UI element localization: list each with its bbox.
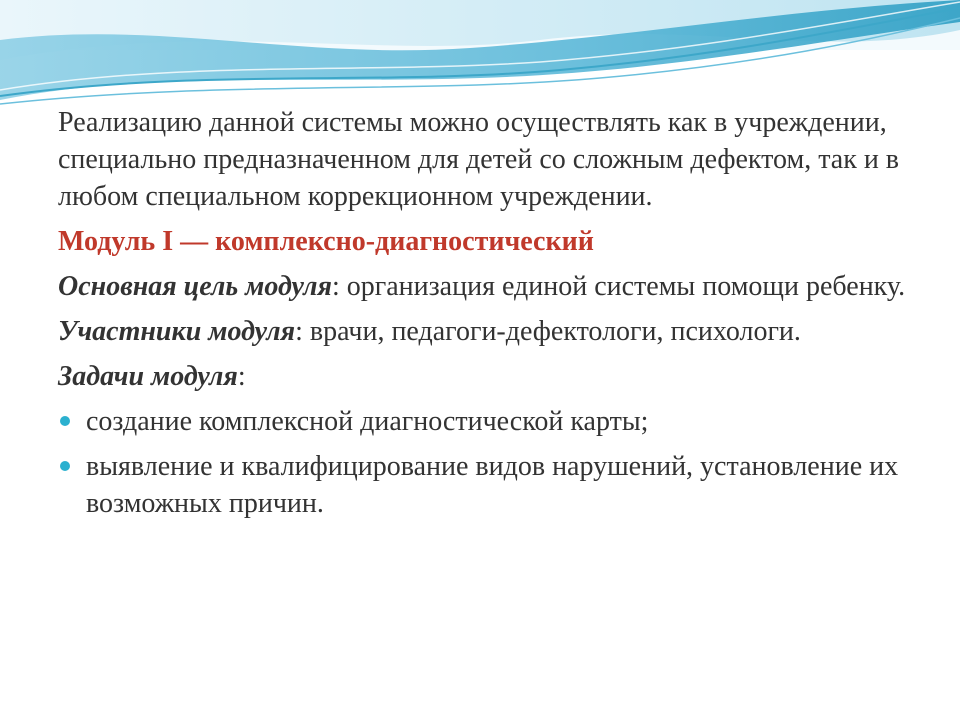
- goal-label: Основная цель модуля: [58, 271, 332, 302]
- tasks-label: Задачи модуля: [58, 361, 238, 392]
- participants-label: Участники модуля: [58, 316, 296, 347]
- tasks-paragraph: [58, 358, 918, 395]
- tasks-bullet-list: [58, 403, 918, 522]
- list-item: [58, 403, 918, 440]
- tasks-text: :: [237, 361, 246, 392]
- list-item: [58, 448, 918, 522]
- bullet-dot-icon: [60, 416, 70, 426]
- goal-text: : организация единой системы помощи ребенку.: [331, 271, 906, 302]
- intro-paragraph: Реализацию данной системы можно осуществлять как в учреждении, специально предназначенном для детей со сложным дефектом, так и в любом специальном коррекционном учреждении.: [58, 107, 900, 212]
- bullet-text: выявление и квалифицирование видов нарушений, установление их возможных причин.: [86, 451, 899, 519]
- module-heading: Модуль I — комплексно-диагностический: [58, 226, 594, 257]
- bullet-dot-icon: [60, 461, 70, 471]
- bullet-text: создание комплексной диагностической карты;: [86, 406, 649, 437]
- goal-paragraph: [58, 268, 918, 305]
- participants-paragraph: [58, 313, 918, 350]
- participants-text: : врачи, педагоги-дефектологи, психологи.: [295, 316, 801, 347]
- slide-content: [58, 104, 918, 530]
